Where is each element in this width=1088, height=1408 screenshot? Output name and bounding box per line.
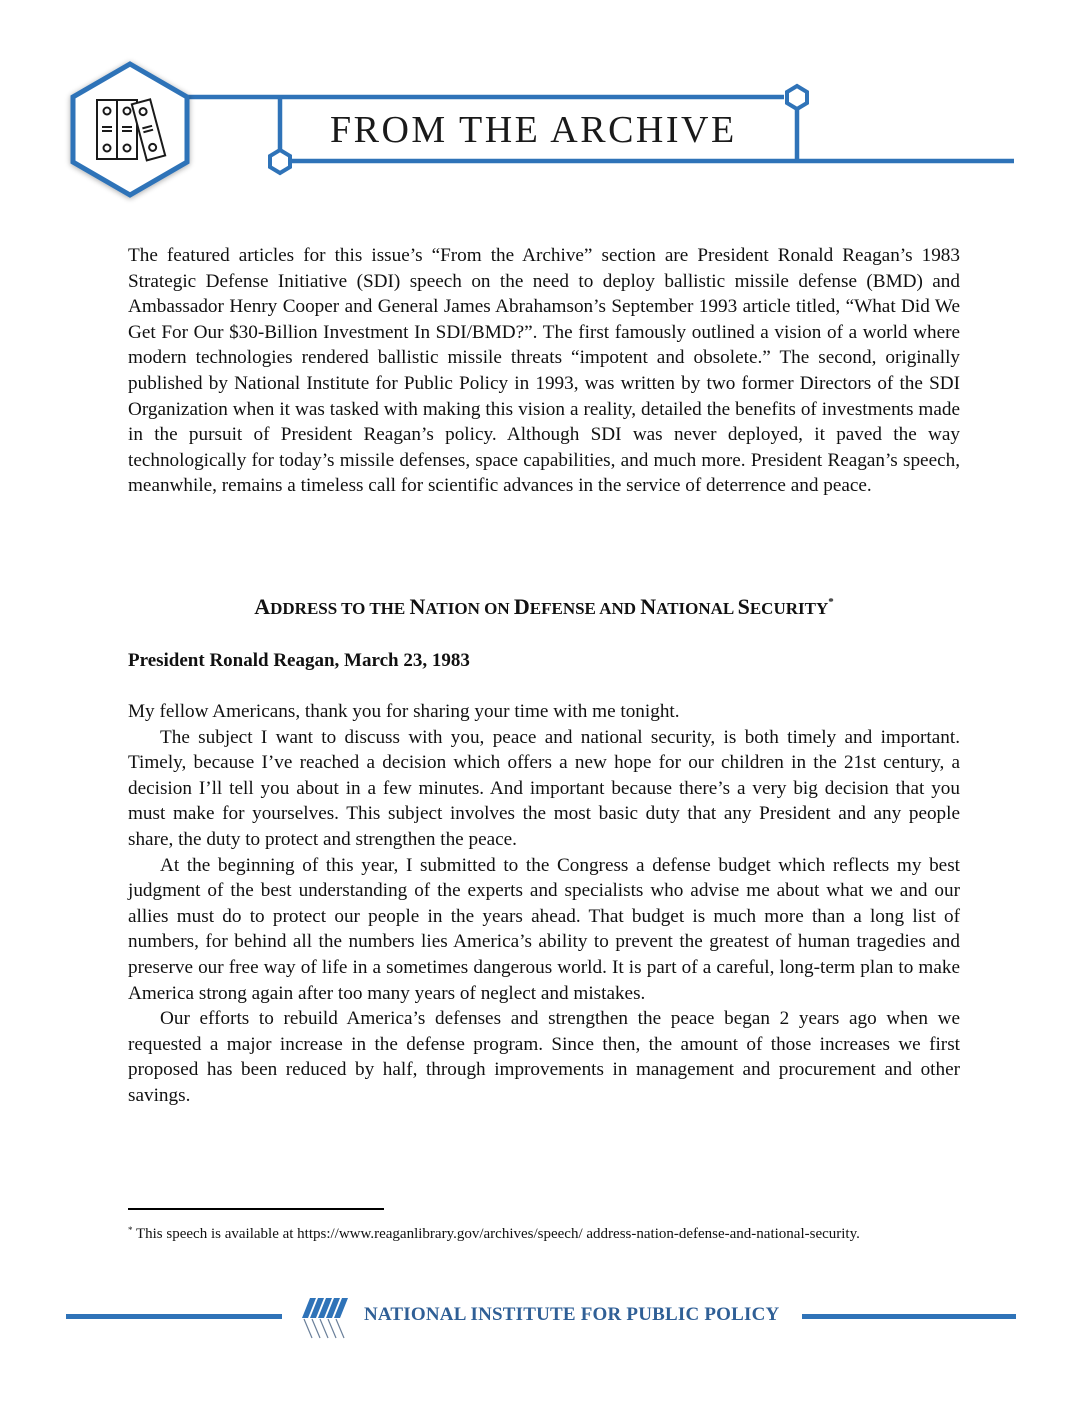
footnote-divider (128, 1208, 384, 1210)
title-rest: ECURITY (749, 599, 829, 618)
small-hexagon-right-icon (787, 86, 807, 109)
title-cap: N (640, 594, 657, 619)
speech-byline: President Ronald Reagan, March 23, 1983 (128, 650, 470, 671)
title-rest: ATIONAL (656, 599, 738, 618)
nipp-logo-icon (300, 1296, 358, 1340)
footnote-marker: * (128, 1225, 133, 1235)
title-rest: ATION ON (425, 599, 514, 618)
footnote (128, 1220, 960, 1245)
title-cap: D (513, 594, 530, 619)
title-rest: DDRESS TO THE (270, 599, 410, 618)
speech-paragraph: Our efforts to rebuild America’s defenses and strengthen the peace began 2 years ago when we requested a major increase in the defense program. Since then, the amount of those increases we first proposed has been reduced by half, through improvements in management and procurement and other savings. (128, 1008, 960, 1106)
footer-organization-name: NATIONAL INSTITUTE FOR PUBLIC POLICY (364, 1304, 780, 1325)
speech-paragraph: The subject I want to discuss with you, peace and national security, is both timely and important. Timely, because I’ve reached a decision which offers a new hope for our children in the 21st century, a decision I’ll tell you about in a few minutes. And important because there’s a very big decision that you must make for yourselves. This subject involves the most basic duty that any President and any people share, the duty to protect and strengthen the peace. (128, 726, 960, 850)
intro-section (128, 243, 960, 499)
speech-paragraph: At the beginning of this year, I submitted to the Congress a defense budget which reflects my best judgment of the best understanding of the experts and specialists who advise me about what we and our allies must do to protect our people in the years ahead. That budget is much more than a long list of numbers, for behind all the numbers lies America’s ability to prevent the greatest of human tragedies and preserve our free way of life in a sometimes dangerous world. It is part of a careful, long-term plan to make America strong again after too many years of neglect and mistakes. (128, 854, 960, 1004)
title-rest: EFENSE AND (529, 599, 641, 618)
speech-paragraph: My fellow Americans, thank you for sharing your time with me tonight. (128, 701, 680, 722)
speech-title (0, 594, 1088, 620)
title-cap: N (409, 594, 426, 619)
footnote-text[interactable]: This speech is available at https://www.reaganlibrary.gov/archives/speech/ address-nation-defense-and-national-security. (132, 1226, 860, 1242)
footer-rule-right (802, 1314, 1016, 1319)
footnote-marker[interactable]: * (828, 596, 834, 608)
intro-paragraph: The featured articles for this issue’s “From the Archive” section are President Ronald Reagan’s 1983 Strategic Defense Initiative (SDI) speech on the need to deploy ballistic missile defense (BMD) and Ambassador Henry Cooper and General James Abrahamson’s September 1993 article titled, “What Did We Get For Our $30-Billion Investment In SDI/BMD?”. The first famously outlined a vision of a world where modern technologies rendered ballistic missile threats “impotent and obsolete.” The second, originally published by National Institute for Public Policy in 1993, was written by two former Directors of the SDI Organization when it was tasked with making this vision a reality, detailed the benefits of investments made in the pursuit of President Reagan’s policy. Although SDI was never deployed, it paved the way technologically for today’s missile defenses, space capabilities, and much more. President Reagan’s speech, meanwhile, remains a timeless call for scientific advances in the service of deterrence and peace. (128, 245, 960, 497)
title-cap: A (254, 594, 271, 619)
speech-body (128, 699, 960, 1109)
footer-rule-left (66, 1314, 282, 1319)
title-cap: S (737, 594, 750, 619)
small-hexagon-left-icon (270, 150, 290, 173)
section-title: FROM THE ARCHIVE (330, 109, 737, 151)
